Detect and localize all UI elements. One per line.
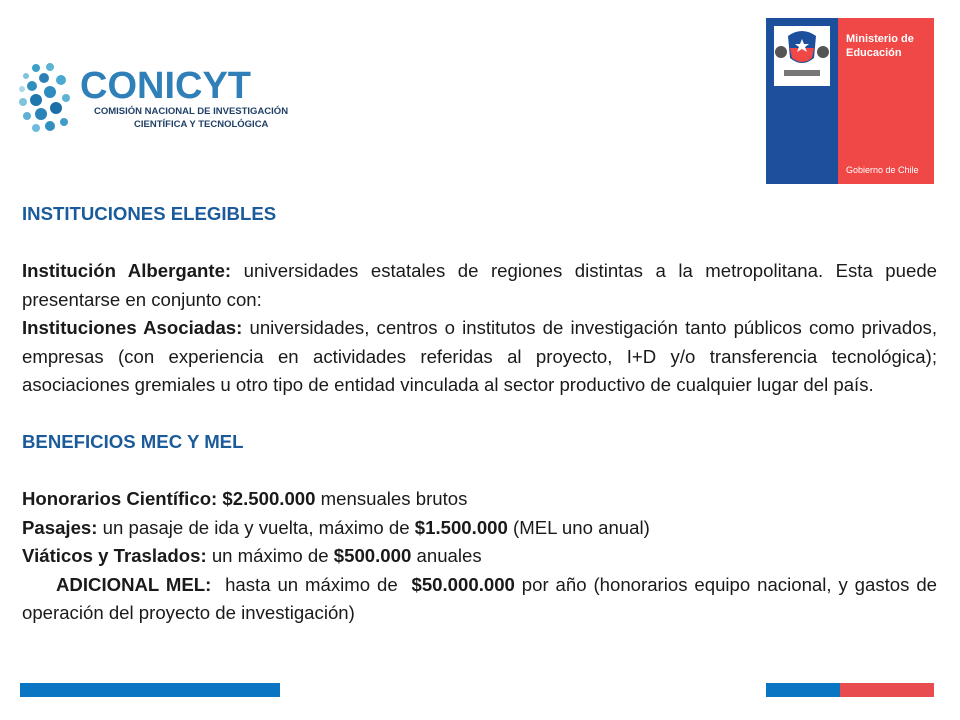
- ministerio-line1: Ministerio de: [846, 33, 914, 45]
- conicyt-dots-icon: [19, 63, 70, 132]
- conicyt-subtitle-1: COMISIÓN NACIONAL DE INVESTIGACIÓN: [94, 106, 289, 117]
- footer-bar-blue-right: [766, 683, 840, 697]
- amount-viaticos: $500.000: [333, 545, 412, 566]
- label-pasajes: Pasajes:: [22, 516, 98, 538]
- text-adicional: hasta un máximo de: [211, 573, 412, 595]
- paragraph-asociadas: [22, 314, 937, 400]
- gobierno-footer: Gobierno de Chile: [846, 165, 919, 175]
- footer-bar-red-right: [840, 683, 934, 697]
- amount-adicional: $50.000.000: [411, 573, 515, 595]
- label-honorarios: Honorarios Científico:: [22, 488, 218, 509]
- text-asociadas: universidades, centros o institutos de investigación tanto públicos como privados, empresas (con experiencia en actividades referidas al proyecto, I+D y/o transferencia tecnológica); asociaciones gremiales u otro tipo de entidad vinculada al sector productivo de cualquier lugar del país.: [22, 317, 938, 395]
- main-content: [22, 200, 937, 628]
- amount-honorarios: $2.500.000: [217, 488, 316, 509]
- text-viaticos-2: anuales: [411, 545, 482, 566]
- ministerio-educacion-logo: [766, 18, 934, 184]
- text-adicional-2: por año (honorarios equipo nacional, y gastos de operación del proyecto de investigación): [22, 573, 937, 623]
- line-honorarios: [22, 485, 937, 514]
- label-asociadas: Instituciones Asociadas:: [22, 317, 243, 338]
- conicyt-name: CONICYT: [80, 65, 251, 107]
- text-honorarios: mensuales brutos: [315, 488, 468, 509]
- conicyt-subtitle-2: CIENTÍFICA Y TECNOLÓGICA: [134, 119, 269, 130]
- conicyt-logo: [14, 56, 304, 146]
- line-pasajes: [22, 514, 937, 543]
- amount-pasajes: $1.500.000: [414, 516, 508, 538]
- footer-bar-blue-left: [20, 683, 280, 697]
- text-albergante: universidades estatales de regiones distintas a la metropolitana. Esta puede presentarse en conjunto con:: [22, 260, 938, 310]
- line-adicional: [22, 571, 937, 628]
- label-viaticos: Viáticos y Traslados:: [22, 545, 207, 566]
- line-viaticos: [22, 542, 937, 571]
- paragraph-albergante: [22, 257, 937, 314]
- text-pasajes-2: (MEL uno anual): [507, 516, 650, 538]
- text-viaticos: un máximo de: [206, 545, 334, 566]
- ministerio-line2: Educación: [846, 47, 902, 59]
- label-albergante: Institución Albergante:: [22, 260, 232, 281]
- text-pasajes: un pasaje de ida y vuelta, máximo de: [97, 516, 415, 538]
- coat-of-arms-icon: [774, 26, 830, 86]
- label-adicional: ADICIONAL MEL:: [56, 573, 212, 595]
- heading-instituciones: INSTITUCIONES ELEGIBLES: [22, 203, 277, 224]
- heading-beneficios: BENEFICIOS MEC Y MEL: [22, 431, 244, 452]
